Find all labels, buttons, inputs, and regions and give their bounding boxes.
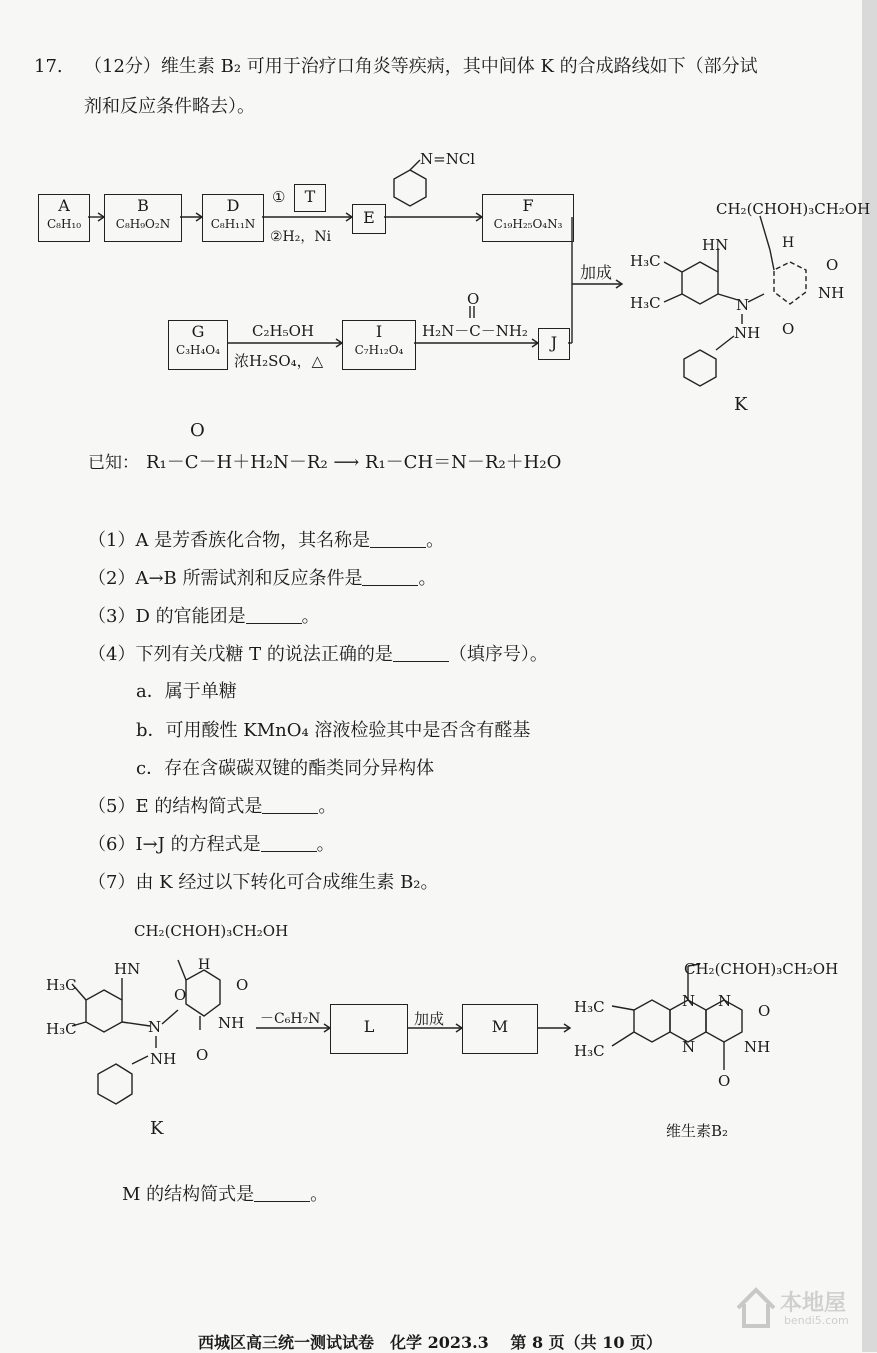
- K2-pyrimidine-ring: [186, 970, 220, 1016]
- box-label: F: [522, 196, 534, 215]
- subquestion-text: （5）E 的结构简式是: [88, 796, 263, 817]
- K-phenyl-ring: [684, 350, 716, 386]
- B2-benzene-ring: [634, 1000, 670, 1042]
- subquestion-suffix: 。: [318, 796, 337, 817]
- reagent-step2: ②H₂，Ni: [270, 229, 332, 245]
- K-oxygen-1: O: [826, 256, 839, 274]
- subquestion-suffix: 。: [418, 568, 437, 589]
- K-side-chain: CH₂(CHOH)₃CH₂OH: [716, 200, 871, 218]
- answer-blank[interactable]: [393, 645, 449, 662]
- acid-condition: 浓H₂SO₄，△: [234, 352, 324, 370]
- box-label: G: [191, 322, 205, 341]
- known-aldehyde-oxygen: O: [190, 420, 205, 441]
- subquestion-6: [88, 834, 335, 856]
- subquestion-text: （3）D 的官能团是: [88, 606, 246, 627]
- B2-n1: N: [718, 992, 732, 1010]
- subquestion-suffix: 。: [426, 530, 445, 551]
- K-methyl-top: H₃C: [630, 252, 661, 270]
- box-label: E: [363, 208, 375, 227]
- B2-n5: N: [682, 1038, 696, 1056]
- subquestion-text: （2）A→B 所需试剂和反应条件是: [88, 568, 363, 589]
- subquestion-suffix: （填序号）。: [448, 644, 548, 665]
- box-formula: C₇H₁₂O₄: [354, 343, 404, 357]
- box-label: A: [58, 196, 70, 215]
- K2-methyl-bottom: H₃C: [46, 1020, 77, 1038]
- K2-n-label: N: [148, 1018, 162, 1036]
- answer-blank[interactable]: [262, 797, 318, 814]
- box-label: D: [226, 196, 240, 215]
- K-methyl-bottom: H₃C: [630, 294, 661, 312]
- K-h-label: H: [782, 235, 795, 251]
- B2-methyl-top: H₃C: [574, 998, 605, 1016]
- K2-nh-ring: NH: [218, 1014, 245, 1032]
- question-number: 17.: [34, 56, 63, 77]
- option-c: c．存在含碳碳双键的酯类同分异构体: [136, 758, 435, 779]
- K2-phenyl-ring: [98, 1064, 132, 1104]
- K2-oxygen-1: O: [174, 986, 187, 1004]
- diazonium-benzene-ring: [394, 170, 426, 206]
- subquestion-suffix: 。: [310, 1184, 329, 1205]
- watermark-site: bendi5.com: [784, 1314, 849, 1327]
- K-label: K: [734, 394, 748, 415]
- subquestion-5: [88, 796, 336, 818]
- K2-nh-phenyl: NH: [150, 1050, 177, 1068]
- subquestion-7: （7）由 K 经过以下转化可合成维生素 B₂。: [88, 872, 439, 893]
- option-a: a．属于单糖: [136, 681, 237, 702]
- box-formula: C₃H₄O₄: [176, 343, 220, 357]
- question-stem-line2: 剂和反应条件略去）。: [84, 96, 255, 117]
- K2-label: K: [150, 1118, 164, 1139]
- box-label: I: [375, 322, 383, 341]
- known-equation: R₁－C－H＋H₂N－R₂ ⟶ R₁－CH＝N－R₂＋H₂O: [146, 452, 562, 473]
- addition-label: 加成: [580, 263, 613, 282]
- elimination-label: －C₆H₇N: [260, 1011, 321, 1027]
- box-label: L: [363, 1017, 375, 1036]
- compound-box-L: [330, 1004, 408, 1054]
- subquestion-4: [88, 644, 548, 666]
- K-hn-label: HN: [702, 236, 729, 254]
- subquestion-text: （1）A 是芳香族化合物，其名称是: [88, 530, 371, 551]
- K-pyrimidine-ring: [774, 262, 806, 304]
- box-formula: C₈H₁₀: [46, 217, 82, 231]
- subquestion-suffix: 。: [301, 606, 320, 627]
- K-benzene-ring: [682, 262, 718, 304]
- B2-oxygen-2: O: [758, 1002, 771, 1020]
- box-label: M: [491, 1017, 509, 1036]
- B2-oxygen-4: O: [718, 1072, 731, 1090]
- answer-blank[interactable]: [362, 569, 418, 586]
- answer-blank[interactable]: [246, 607, 302, 624]
- option-b: b．可用酸性 KMnO₄ 溶液检验其中是否含有醛基: [136, 720, 531, 741]
- box-label: T: [304, 187, 316, 206]
- K2-oxygen-2: O: [236, 976, 249, 994]
- B2-nh: NH: [744, 1038, 771, 1056]
- K2-h-label: H: [198, 957, 211, 973]
- known-prefix: 已知：: [88, 453, 139, 473]
- answer-blank[interactable]: [261, 835, 317, 852]
- addition-label-2: 加成: [414, 1010, 445, 1028]
- box-formula: C₁₉H₂₅O₄N₃: [493, 217, 563, 231]
- B2-label: 维生素B₂: [666, 1122, 729, 1140]
- final-question: [122, 1184, 328, 1206]
- box-label: B: [137, 196, 149, 215]
- urea-formula: H₂N－C－NH₂: [422, 322, 528, 340]
- urea-oxygen: O: [467, 290, 480, 308]
- watermark-logo: [732, 1278, 862, 1338]
- subquestion-2: [88, 568, 436, 590]
- answer-blank[interactable]: [370, 531, 426, 548]
- K2-hn-label: HN: [114, 960, 141, 978]
- B2-n10: N: [682, 992, 696, 1010]
- subquestion-text: （6）I→J 的方程式是: [88, 834, 261, 855]
- subquestion-suffix: 。: [316, 834, 335, 855]
- K2-oxygen-3: O: [196, 1046, 209, 1064]
- page-footer: 西城区高三统一测试试卷 化学 2023.3 第 8 页（共 10 页）: [198, 1333, 663, 1352]
- subquestion-text: （4）下列有关戊糖 T 的说法正确的是: [88, 644, 393, 665]
- subquestion-1: [88, 530, 444, 552]
- K-n-label: N: [736, 296, 750, 314]
- diazonium-label: N=NCl: [420, 150, 476, 168]
- K2-methyl-top: H₃C: [46, 976, 77, 994]
- K-oxygen-2: O: [782, 320, 795, 338]
- K2-side-chain: CH₂(CHOH)₃CH₂OH: [134, 922, 289, 940]
- watermark-brand: 本地屋: [780, 1291, 847, 1316]
- box-label: J: [550, 333, 558, 352]
- compound-box-M: [462, 1004, 538, 1054]
- subquestion-text: M 的结构简式是: [122, 1184, 255, 1205]
- question-stem-line1: （12分）维生素 B₂ 可用于治疗口角炎等疾病，其中间体 K 的合成路线如下（部分试: [84, 56, 758, 77]
- answer-blank[interactable]: [254, 1185, 310, 1202]
- B2-side-chain: CH₂(CHOH)₃CH₂OH: [684, 960, 839, 978]
- reagent-step1-number: ①: [272, 188, 286, 206]
- box-formula: C₈H₁₁N: [210, 217, 256, 231]
- box-formula: C₈H₉O₂N: [115, 217, 171, 231]
- ethanol-reagent: C₂H₅OH: [252, 322, 314, 340]
- B2-methyl-bottom: H₃C: [574, 1042, 605, 1060]
- K-nh-phenyl: NH: [734, 324, 761, 342]
- subquestion-3: [88, 606, 320, 628]
- K2-benzene-ring: [86, 990, 122, 1032]
- K-nh-ring: NH: [818, 284, 845, 302]
